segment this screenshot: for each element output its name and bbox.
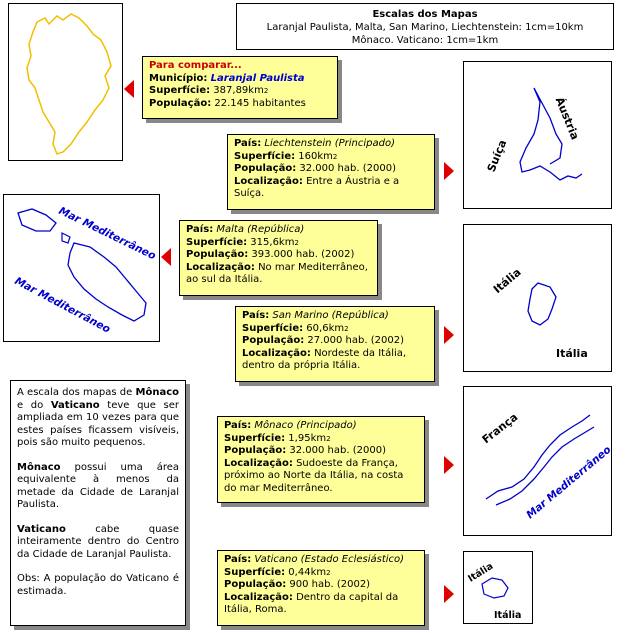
scale-line-2: Mônaco. Vaticano: 1cm=1km [351, 35, 499, 46]
label-superficie: Superfície: [149, 85, 211, 96]
value-pais: Liechtenstein (Principado) [264, 138, 395, 149]
sup-2: 2 [332, 152, 338, 161]
arrow-laranjal [124, 80, 134, 98]
label-municipio: Município: [149, 72, 208, 84]
label-superficie: Superfície: [242, 322, 304, 334]
sup-2: 2 [263, 87, 269, 95]
value-pais: Vaticano (Estado Eclesiástico) [254, 554, 405, 565]
sup-2: 2 [326, 434, 331, 443]
map-label-italia-1: Itália [466, 560, 496, 585]
value-localizacao: Nordeste da Itália, dentro da própria Itália. [242, 347, 407, 371]
label-localizacao: Localização: [186, 261, 255, 273]
note-paragraph-4: Obs: A população do Vaticano é estimada. [17, 573, 179, 597]
sup-2: 2 [294, 238, 299, 247]
map-label-suica: Suíça [484, 137, 510, 174]
value-superficie: 160km [298, 150, 333, 162]
label-populacao: População: [224, 445, 287, 456]
scale-header [236, 3, 614, 50]
label-localizacao: Localização: [234, 175, 303, 187]
label-populacao: População: [234, 163, 297, 174]
value-localizacao: Sudoeste da França, próximo ao Norte da Itália, na costa do mar Mediterrâneo. [224, 457, 404, 494]
map-label-mediterraneo-1: Mar Mediterrâneo [56, 204, 158, 263]
map-label-mediterraneo-2: Mar Mediterrâneo [12, 275, 113, 336]
card-san-marino [235, 306, 435, 382]
note-paragraph-2: Mônaco possui uma área equivalente à menos da metade da Cidade de Laranjal Paulista. [17, 461, 179, 510]
note-box [10, 380, 186, 626]
malta-outline [4, 195, 159, 341]
liechtenstein-outline [464, 62, 611, 208]
value-populacao: 32.000 hab. (2000) [299, 163, 396, 174]
map-monaco [463, 386, 612, 536]
compare-heading: Para comparar... [149, 60, 242, 71]
arrow-monaco [444, 456, 454, 474]
label-superficie: Superfície: [186, 236, 248, 248]
map-label-mediterraneo: Mar Mediterrâneo [524, 443, 611, 522]
arrow-malta [161, 248, 171, 266]
san-marino-outline [464, 225, 611, 371]
value-populacao: 32.000 hab. (2000) [289, 445, 386, 456]
label-localizacao: Localização: [224, 457, 293, 469]
value-superficie: 60,6km [306, 322, 345, 334]
value-pais: Mônaco (Principado) [254, 420, 357, 431]
note-paragraph-1: A escala dos mapas de Mônaco e do Vaticano teve que ser ampliada em 10 vezes para que estes países ficassem visíveis, pois são muito pequenos. [17, 387, 179, 448]
arrow-san-marino [444, 326, 454, 344]
label-populacao: População: [242, 335, 305, 346]
value-pais: Malta (República) [216, 224, 305, 235]
map-label-franca: França [479, 410, 521, 447]
value-localizacao: No mar Mediterrâneo, ao sul da Itália. [186, 261, 368, 285]
scale-title: Escalas dos Mapas [372, 9, 478, 20]
value-populacao: 22.145 habitantes [214, 97, 306, 109]
map-vaticano [463, 551, 533, 624]
value-superficie: 315,6km [250, 236, 295, 248]
label-populacao: População: [149, 97, 212, 109]
label-superficie: Superfície: [234, 150, 296, 162]
map-label-italia-2: Itália [494, 610, 522, 621]
arrow-vaticano [444, 585, 454, 603]
card-malta [179, 220, 378, 296]
card-liechtenstein [227, 134, 435, 210]
laranjal-outline [9, 4, 122, 160]
value-pais: San Marino (República) [272, 310, 389, 321]
map-san-marino [463, 224, 612, 372]
value-superficie: 387,89km [213, 85, 264, 96]
value-superficie: 0,44km [288, 566, 327, 578]
label-superficie: Superfície: [224, 566, 286, 578]
label-pais: País: [234, 138, 262, 149]
label-localizacao: Localização: [242, 347, 311, 359]
value-superficie: 1,95km [288, 432, 327, 444]
map-label-italia-1: Itália [490, 265, 524, 297]
value-populacao: 900 hab. (2002) [289, 579, 371, 590]
vaticano-outline [464, 552, 532, 623]
value-localizacao: Dentro da capital da Itália, Roma. [224, 591, 399, 615]
label-pais: País: [224, 420, 252, 431]
map-label-austria: Áustria [552, 95, 582, 142]
label-pais: País: [242, 310, 270, 321]
monaco-outline [464, 387, 611, 535]
label-pais: País: [186, 224, 214, 235]
card-laranjal [142, 56, 338, 119]
arrow-liechtenstein [444, 162, 454, 180]
map-label-italia-2: Itália [556, 347, 588, 360]
label-localizacao: Localização: [224, 591, 293, 603]
label-populacao: População: [186, 249, 249, 260]
scale-line-1: Laranjal Paulista, Malta, San Marino, Liechtenstein: 1cm=10km [266, 22, 584, 33]
label-superficie: Superfície: [224, 432, 286, 444]
sup-2: 2 [326, 568, 331, 577]
map-malta [3, 194, 160, 342]
label-populacao: População: [224, 579, 287, 590]
map-laranjal-paulista [8, 3, 123, 161]
note-paragraph-3: Vaticano cabe quase inteiramente dentro do Centro da Cidade de Laranjal Paulista. [17, 523, 179, 560]
value-populacao: 27.000 hab. (2002) [307, 335, 404, 346]
sup-2: 2 [344, 324, 349, 333]
card-monaco [217, 416, 425, 503]
value-localizacao: Entre a Áustria e a Suíça. [234, 175, 400, 199]
label-pais: País: [224, 554, 252, 565]
value-municipio: Laranjal Paulista [210, 72, 305, 84]
value-populacao: 393.000 hab. (2002) [251, 249, 355, 260]
map-liechtenstein [463, 61, 612, 209]
card-vaticano [217, 550, 425, 626]
